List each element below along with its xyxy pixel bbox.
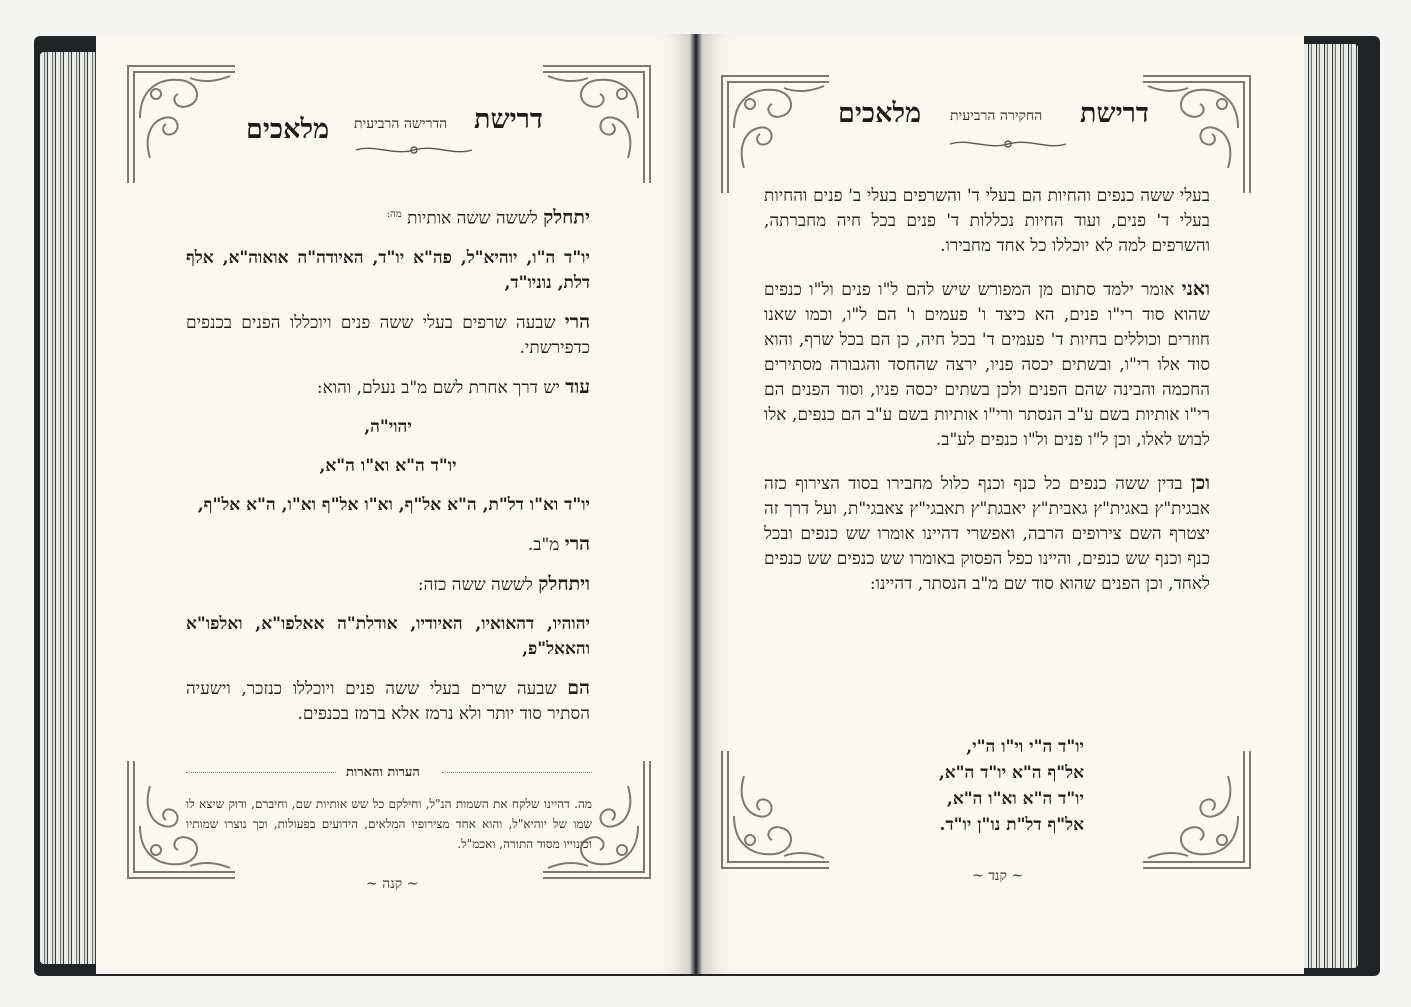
- paragraph: [186, 454, 590, 479]
- lead-word: יתחלק: [543, 206, 590, 229]
- paragraph-text: יו"ד וא"ו דל"ת, ה"א אל"ף, וא"ו אל"ף וא"ו, ה"א אל"ף,: [197, 494, 590, 515]
- paragraph-text: שבעה שרים בעלי ששה פנים ויוכללו כנזכר, וישעיה הסתיר סוד יותר ולא נרמז אלא ברמז בכנפים.: [186, 678, 590, 724]
- header-title-left: מלאכים: [838, 98, 922, 129]
- lead-word: הרי: [564, 532, 590, 555]
- name-line: אל"ף דל"ת נו"ן יו"ד.: [939, 815, 1084, 835]
- corner-ornament-icon: [714, 68, 834, 198]
- corner-ornament-icon: [120, 58, 240, 188]
- paragraph-text: לששה ששה אותיות: [407, 208, 538, 229]
- paragraph: [764, 184, 1210, 259]
- paragraph: [186, 202, 590, 232]
- paragraph: [186, 310, 590, 361]
- header-title-right: דרישת: [474, 104, 543, 135]
- header-title-right: דרישת: [1080, 98, 1149, 129]
- paragraph-text: יש דרך אחרת לשם מ"ב נעלם, והוא:: [316, 377, 560, 398]
- paragraph: [186, 676, 590, 727]
- header-scroll-rule-icon: [354, 144, 474, 156]
- page-number-text: קנה: [382, 876, 403, 892]
- name-line: יו"ד ה"י וי"ו ה"י,: [966, 737, 1084, 757]
- divine-names-list: [894, 734, 1084, 838]
- page-edges-right: [1300, 44, 1358, 968]
- paragraph: [764, 471, 1210, 597]
- corner-ornament-icon: [1138, 68, 1258, 198]
- book-gutter: [690, 34, 702, 974]
- left-page: [96, 34, 694, 974]
- name-line: אל"ף ה"א יו"ד ה"א,: [938, 763, 1084, 783]
- paragraph-text: יו"ד ה"ו, יוהיא"ל, פה"א יו"ד, האיודה"ה אואוה"א, אלף דלת, נוניו"ד,: [186, 247, 590, 293]
- left-body-text: [186, 202, 590, 727]
- paragraph-text: אומר ילמד סתום מן המפורש שיש להם ל"ו פנים ול"ו כנפים שהוא סוד רי"ו פנים, הא כיצד ו' פעמים ו' הם ל"ו, וכמו שאנו חוזרים וכוללים בחיות ד' פעמים ד' בכל חיה, כן הם בכל שרף, והוא סוד אלו רי"ו, ובשתים יכסה פניו, ירצה שהחסד והגבורה מסתירים החכמה והבינה שהם הפנים ולכן בשתים יכסה פניו, וסוד הפנים הם רי"ו אותיות בשם ע"ב הנסתר ורי"ו אותיות בשם ע"ב הם כנפים, אלו לבוש לאלו, וכן ל"ו פנים ול"ו כנפים לע"ב.: [764, 280, 1210, 450]
- page-number: ~ קנה ~: [366, 876, 419, 892]
- paragraph-text: יו"ד ה"א וא"ו ה"א,: [319, 455, 457, 476]
- footnote-text: מה. דהיינו שלקח את השמות הנ"ל, וחילקם כל שש אותיות שם, וחיברם, ודוק שיצא לו שמו של יוהיא"ל, והוא אחד מצירופיו המלאים, הידועים בפעולות, וכך נוצרו שמותיו וכינוייו מסוד התורה, ואכמ"ל.: [186, 797, 593, 851]
- paragraph-text: מ"ב.: [527, 534, 560, 555]
- paragraph-text: שבעה שרפים בעלי ששה פנים ויוכללו הפנים בכנפים כדפירשתי.: [186, 312, 590, 358]
- paragraph: [186, 572, 590, 598]
- lead-word: ויתחלק: [538, 572, 590, 595]
- paragraph-text: יהוהיו, דהאואיו, האיודיו, אודלת"ה אאלפו"א, ואלפו"א והאאל"פ,: [186, 613, 590, 659]
- page-edges-left: [40, 52, 100, 964]
- paragraph: [186, 532, 590, 558]
- lead-word: ואני: [1181, 278, 1210, 300]
- corner-ornament-icon: [1138, 746, 1258, 876]
- name-line: יו"ד ה"א וא"ו ה"א,: [946, 789, 1084, 809]
- paragraph: [186, 375, 590, 401]
- header-title-left: מלאכים: [246, 114, 330, 145]
- paragraph: [186, 246, 590, 296]
- paragraph: [186, 493, 590, 518]
- notes-rule: [186, 772, 336, 773]
- paragraph-text: בעלי ששה כנפים והחיות הם בעלי ד' והשרפים בעלי ב' פנים והחיות בעלי ד' פנים, ועוד החיות נכללות ד' פנים בכל חיה מחברתה, והשרפים למה לא יוכללו כל אחד מחבירו.: [764, 186, 1210, 256]
- corner-ornament-icon: [714, 746, 834, 876]
- corner-ornament-icon: [538, 58, 658, 188]
- notes-heading: הערות והארות: [346, 765, 420, 780]
- header-subtitle: החקירה הרביעית: [950, 108, 1043, 124]
- paragraph-text: בדין ששה כנפים כל כנף וכנף כלול מחבירו בסוד הצירוף כזה אבגית"ץ באגית"ץ גאבית"ץ יאבגת"ץ תאבגי"ץ צאבגי"ת, ועל דרך זה יצטרף השם צירופים הרבה, ואפשרי דהיינו אומרו שש כנפים ובכל כנף וכנף שש כנפים, והיינו כפל הפסוק באומרו שש כנפים שש כנפים לאחד, וכן הפנים שהוא סוד שם מ"ב הנסתר, דהיינו:: [764, 474, 1210, 594]
- paragraph: [186, 415, 590, 440]
- paragraph-text: יהוי"ה,: [364, 416, 412, 437]
- right-page: [698, 34, 1304, 974]
- paragraph-text: לששה ששה כזה:: [417, 574, 533, 595]
- page-number: ~ קנד ~: [972, 868, 1024, 884]
- right-body-text: [764, 184, 1210, 597]
- lead-word: הרי: [564, 310, 591, 333]
- lead-word: הם: [567, 676, 590, 699]
- paragraph: [764, 277, 1210, 453]
- page-number-text: קנד: [988, 868, 1007, 884]
- lead-word: וכן: [1191, 472, 1210, 494]
- paragraph: [186, 612, 590, 662]
- footnote-marker: מה:: [386, 209, 402, 220]
- lead-word: עוד: [565, 375, 590, 398]
- notes-rule: [442, 772, 592, 773]
- header-subtitle: הדרישה הרביעית: [354, 116, 448, 132]
- header-scroll-rule-icon: [948, 138, 1068, 150]
